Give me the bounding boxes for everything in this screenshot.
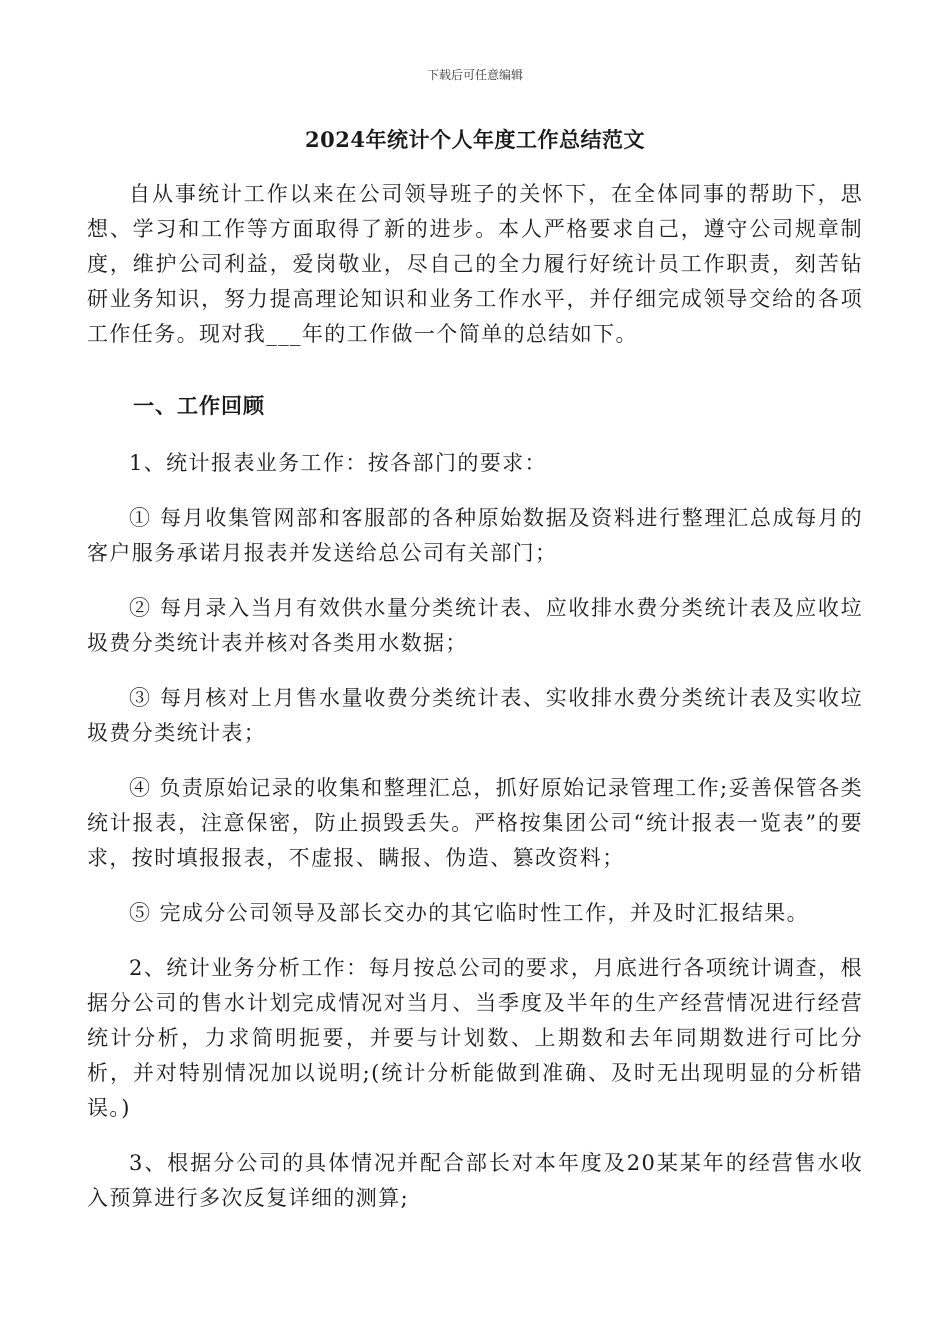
header-note: 下载后可任意编辑: [426, 68, 523, 82]
intro-block: [87, 177, 863, 352]
sub-item-4: ④ 负责原始记录的收集和整理汇总，抓好原始记录管理工作;妥善保管各类统计报表，注意保密，防止损毁丢失。严格按集团公司“统计报表一览表”的要求，按时填报报表，不虚报、瞒报、伪造、篡改资料；: [87, 776, 863, 870]
sub-item-5: ⑤ 完成分公司领导及部长交办的其它临时性工作，并及时汇报结果。: [129, 901, 810, 925]
intro-paragraph: 自从事统计工作以来在公司领导班子的关怀下，在全体同事的帮助下，思想、学习和工作等方面取得了新的进步。本人严格要求自己，遵守公司规章制度，维护公司利益，爱岗敬业，尽自己的全力履行好统计员工作职责，刻苦钻研业务知识，努力提高理论知识和业务工作水平，并仔细完成领导交给的各项工作任务。现对我___年的工作做一个简单的总结如下。: [87, 182, 863, 346]
sub-item-2: ② 每月录入当月有效供水量分类统计表、应收排水费分类统计表及应收垃圾费分类统计表并核对各类用水数据；: [87, 596, 863, 655]
content-block: [87, 446, 863, 1236]
list-item-2: 2、统计业务分析工作：每月按总公司的要求，月底进行各项统计调查，根据分公司的售水计划完成情况对当月、当季度及半年的生产经营情况进行经营统计分析，力求简明扼要，并要与计划数、上期数和去年同期数进行可比分析，并对特别情况加以说明;(统计分析能做到准确、及时无出现明显的分析错误。): [87, 956, 863, 1120]
sub-item-3: ③ 每月核对上月售水量收费分类统计表、实收排水费分类统计表及实收垃圾费分类统计表；: [87, 686, 863, 745]
document-title: 2024年统计个人年度工作总结范文: [305, 127, 645, 152]
list-item-3: 3、根据分公司的具体情况并配合部长对本年度及20某某年的经营售水收入预算进行多次反复详细的测算;: [87, 1151, 863, 1210]
sub-item-1: ① 每月收集管网部和客服部的各种原始数据及资料进行整理汇总成每月的客户服务承诺月报表并发送给总公司有关部门；: [87, 506, 863, 565]
list-item-1: 1、统计报表业务工作：按各部门的要求：: [129, 451, 547, 475]
section-heading: 一、工作回顾: [133, 393, 265, 418]
